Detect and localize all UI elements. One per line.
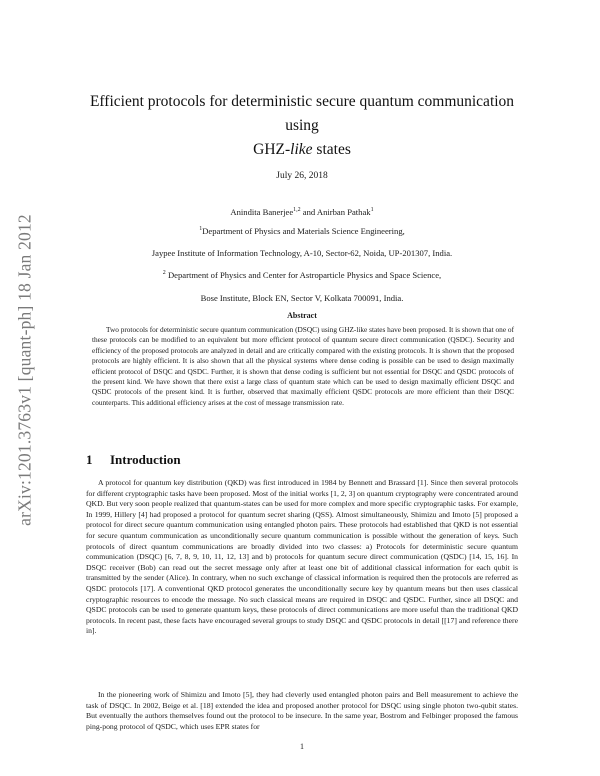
arxiv-side-label	[14, 160, 36, 580]
paper-title	[86, 90, 518, 162]
abstract-heading: Abstract	[287, 311, 317, 320]
author-1: Anindita Banerjee	[230, 207, 294, 217]
arxiv-identifier: arXiv:1201.3763v1 [quant-ph] 18 Jan 2012	[14, 214, 35, 526]
author-1-affil: 1,2	[293, 207, 301, 214]
affiliation-1-marker: 1	[199, 226, 203, 233]
affiliation-1-text: Department of Physics and Materials Science Engineering,	[202, 226, 405, 236]
title-emphasis: like	[290, 141, 313, 158]
intro-paragraph-2: In the pioneering work of Shimizu and Imoto [5], they had cleverly used entangled photon pairs and Bell measurement to achieve the task of DSQC. In 2002, Beige et al. [18] extended the idea and proposed another protocol for DSQC using single photon two-qubit states. But eventually the authors themselves found out the protocol to be insecure. In the same year, Bostrom and Felbinger proposed the famous ping-pong protocol of QSDC, which uses EPR states for	[86, 690, 518, 731]
paper-date: July 26, 2018	[276, 171, 328, 181]
author-2-affil: 1	[370, 207, 374, 214]
affiliation-2-marker: 2	[162, 270, 166, 277]
affiliation-1-line-2: Jaypee Institute of Information Technology, A-10, Sector-62, Noida, UP-201307, India.	[151, 248, 453, 258]
section-heading-introduction	[86, 452, 181, 468]
section-title: Introduction	[110, 452, 181, 467]
abstract-body: Two protocols for deterministic secure quantum communication (DSQC) using GHZ-like states have been proposed. It is shown that one of these protocols can be modified to an equivalent but more efficient protocol of quantum secure direct communication (QSDC). Security and efficiency of the proposed protocols are analyzed in detail and are critically compared with the existing protocols. It is shown that the proposed protocols are highly efficient. It is also shown that all the physical systems where dense coding is possible can be used to design maximally efficient protocol of DSQC and QSDC. Further, it is shown that dense coding is sufficient but not essential for DSQC and QSDC protocols of the present kind. We have shown that there exist a large class of quantum state which can be used to design maximally efficient DSQC and QSDC protocols of the present kind. It is further, observed that maximally efficient QSDC protocols are more efficient than their DSQC counterparts. This additional efficiency arises at the cost of message transmission rate.	[92, 325, 514, 407]
author-2: and Anirban Pathak	[300, 207, 371, 217]
page-number: 1	[300, 742, 304, 751]
title-line-1: Efficient protocols for deterministic secure quantum communication using	[89, 93, 515, 134]
author-list	[86, 207, 518, 217]
affiliation-2-line-2: Bose Institute, Block EN, Sector V, Kolkata 700091, India.	[200, 293, 404, 303]
title-text-end: states	[312, 141, 351, 158]
title-text: GHZ-	[253, 141, 291, 158]
intro-paragraph-1: A protocol for quantum key distribution (QKD) was first introduced in 1984 by Bennett and Brassard [1]. Since then several protocols for different cryptographic tasks have been proposed. Most of the initial works [1, 2, 3] on quantum cryptography were concentrated around QKD. But very soon people realized that quantum-states can be used for more complex and more specific cryptographic tasks. For example, In 1999, Hillery [4] had proposed a protocol for quantum secret sharing (QSS). Almost simultaneously, Shimizu and Imoto [5] proposed a protocol for direct secure quantum communication using entangled photon pairs. These protocols had established that QKD is not essential for secure quantum communication as unconditionally secure quantum communication is possible without the generation of keys. Such protocols of direct quantum communications are broadly divided into two classes: a) Protocols for deterministic secure quantum communication (DSQC) [6, 7, 8, 9, 10, 11, 12, 13] and b) protocols for quantum secure direct communication (QSDC) [14, 15, 16]. In DSQC receiver (Bob) can read out the secret message only after at least one bit of additional classical information for each qubit is transmitted by the sender (Alice). In contrary, when no such exchange of classical information is required then the protocols are referred as QSDC protocols [17]. A conventional QKD protocol generates the unconditionally secure key by quantum means but then uses classical cryptographic resources to encode the message. No such classical means are required in DSQC and QSDC. Further, since all DSQC and QSDC protocols can be used to generate quantum keys, these protocols of direct communications are more useful than the traditional QKD protocols. In recent past, these facts have encouraged several groups to study DSQC and QSDC protocols in detail [[17] and reference there in].	[86, 478, 518, 636]
section-number: 1	[86, 452, 93, 467]
affiliation-2-line-1	[86, 270, 518, 280]
affiliation-1-line-1	[86, 226, 518, 236]
title-line-2	[86, 138, 518, 162]
affiliation-2-text: Department of Physics and Center for Astroparticle Physics and Space Science,	[165, 270, 442, 280]
